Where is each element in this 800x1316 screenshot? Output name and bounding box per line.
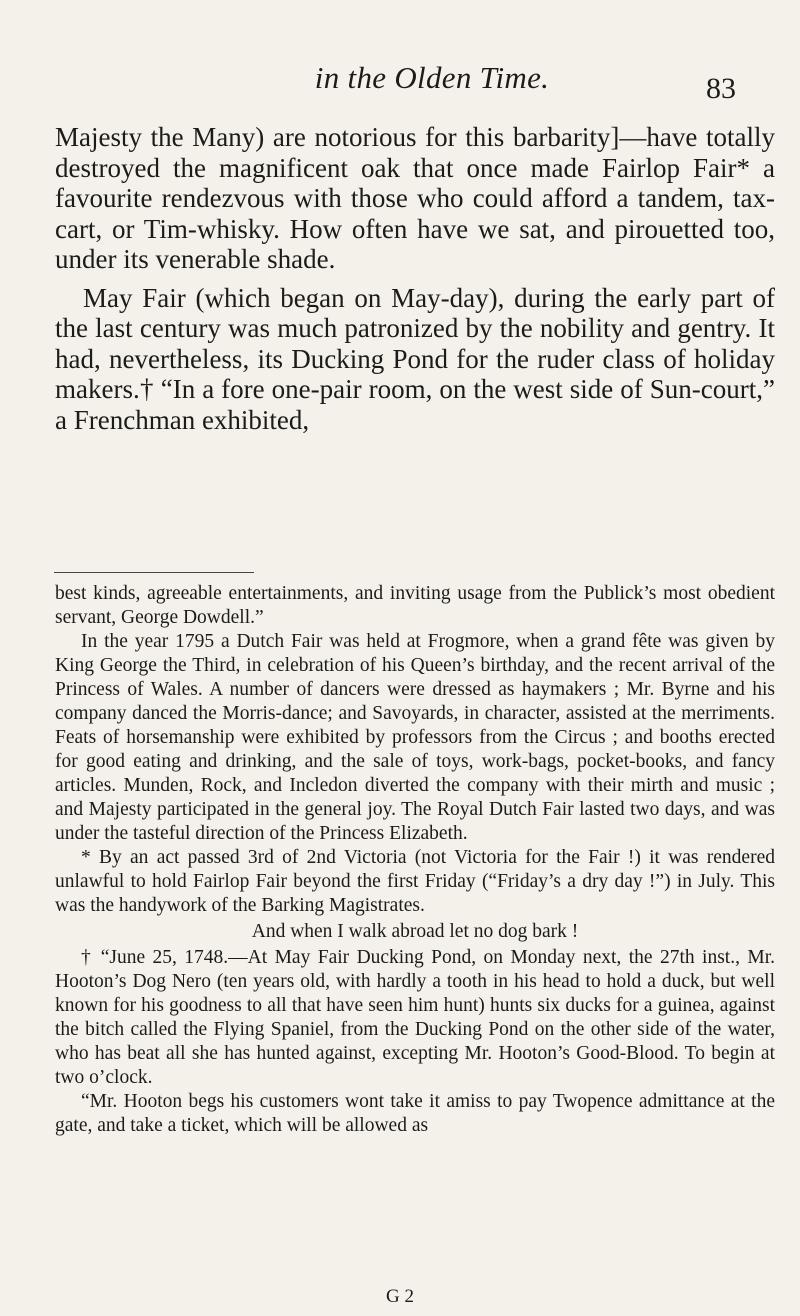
separator-rule <box>54 572 254 573</box>
signature-mark: G 2 <box>386 1286 414 1307</box>
verse-line: And when I walk abroad let no dog bark ! <box>251 921 579 942</box>
page-header <box>0 60 800 105</box>
footnote-dagger: † “June 25, 1748.—At May Fair Ducking Pond, on Monday next, the 27th inst., Mr. Hooton’s Dog Nero (ten years old, with hardly a tooth in his head to hold a duck, but well known for his goodness to all that have seen him hunt) hunts six ducks for a guinea, against the bitch called the Flying Spaniel, from the Ducking Pond on the other side of the water, who has beat all she has hunted against, excepting Mr. Hooton’s Good-Blood. To begin at two o’clock. <box>55 947 775 1088</box>
quoted-and-footnote-text <box>55 582 775 1138</box>
footnote-star: * By an act passed 3rd of 2nd Victoria (not Victoria for the Fair !) it was rendered unlawful to hold Fairlop Fair beyond the first Friday (“Friday’s a dry day !”) in July. This was the handywork of the Barking Magistrates. <box>55 847 775 916</box>
main-text <box>55 122 775 443</box>
footnote-dagger-continued: “Mr. Hooton begs his customers wont take it amiss to pay Twopence admittance at the gate, and take a ticket, which will be allowed as <box>55 1091 775 1136</box>
quote-continuation: best kinds, agreeable entertainments, and inviting usage from the Publick’s most obedient servant, George Dowdell.” <box>55 583 775 628</box>
body-paragraph: May Fair (which began on May-day), during the early part of the last century was much patronized by the nobility and gentry. It had, nevertheless, its Ducking Pond for the ruder class of holiday makers.† “In a fore one-pair room, on the west side of Sun-court,” a Frenchman exhibited, <box>55 282 775 435</box>
page-number: 83 <box>706 72 736 105</box>
fair-paragraph: In the year 1795 a Dutch Fair was held at Frogmore, when a grand fête was given by King George the Third, in celebration of his Queen’s birthday, and the recent arrival of the Princess of Wales. A number of dancers were dressed as haymakers ; Mr. Byrne and his company danced the Morris-dance; and Savoyards, in character, assisted at the merriments. Feats of horsemanship were exhibited by professors from the Circus ; and booths erected for good eating and drinking, and the sale of toys, work-bags, pocket-books, and fancy articles. Munden, Rock, and Incledon diverted the company with their mirth and music ; and Majesty participated in the general joy. The Royal Dutch Fair lasted two days, and was under the tasteful direction of the Princess Elizabeth. <box>55 631 775 844</box>
running-title: in the Olden Time. <box>314 60 550 95</box>
body-paragraph: Majesty the Many) are notorious for this barbarity]—have totally destroyed the magnificent oak that once made Fairlop Fair* a favourite rendezvous with those who could afford a tandem, tax-cart, or Tim-whisky. How often have we sat, and pirouetted too, under its venerable shade. <box>55 122 775 274</box>
